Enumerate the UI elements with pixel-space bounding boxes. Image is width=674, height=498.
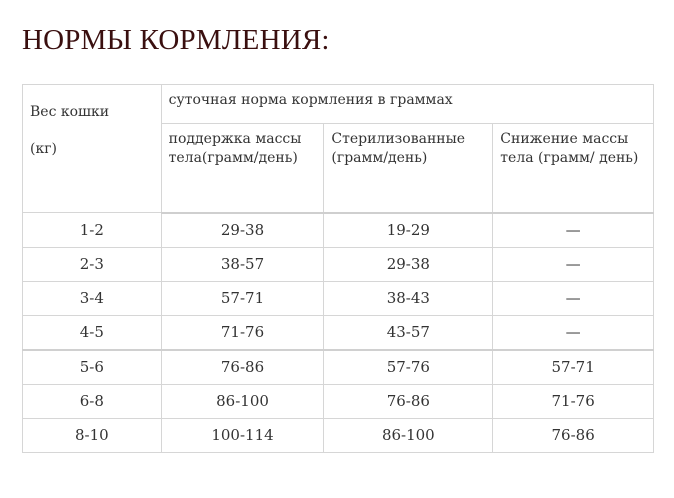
maintenance-cell: 86-100 bbox=[161, 384, 324, 418]
weight-cell: 5-6 bbox=[23, 350, 162, 385]
weight-loss-cell: — bbox=[493, 247, 654, 281]
weight-loss-cell: — bbox=[493, 213, 654, 248]
table-row bbox=[23, 247, 654, 281]
weight-cell: 1-2 bbox=[23, 213, 162, 248]
table-header bbox=[23, 85, 654, 213]
sterilized-cell: 19-29 bbox=[324, 213, 493, 248]
maintenance-cell: 57-71 bbox=[161, 281, 324, 315]
weight-cell: 8-10 bbox=[23, 418, 162, 452]
weight-cell: 4-5 bbox=[23, 315, 162, 350]
sterilized-cell: 43-57 bbox=[324, 315, 493, 350]
sterilized-header: Стерилизованные (грамм/день) bbox=[324, 124, 493, 213]
table-row bbox=[23, 281, 654, 315]
weight-loss-header: Снижение массы тела (грамм/ день) bbox=[493, 124, 654, 213]
cat-weight-header bbox=[23, 85, 162, 213]
weight-loss-cell: — bbox=[493, 281, 654, 315]
weight-loss-cell: 71-76 bbox=[493, 384, 654, 418]
table-row bbox=[23, 213, 654, 248]
maintenance-cell: 38-57 bbox=[161, 247, 324, 281]
sterilized-cell: 76-86 bbox=[324, 384, 493, 418]
sterilized-cell: 86-100 bbox=[324, 418, 493, 452]
cat-weight-header-unit: (кг) bbox=[30, 141, 58, 157]
header-row-top bbox=[23, 85, 654, 124]
maintenance-cell: 76-86 bbox=[161, 350, 324, 385]
cat-weight-header-label: Вес кошки bbox=[30, 104, 110, 120]
table-row bbox=[23, 315, 654, 350]
table-row bbox=[23, 418, 654, 452]
weight-cell: 2-3 bbox=[23, 247, 162, 281]
daily-norm-header: суточная норма кормления в граммах bbox=[161, 85, 653, 124]
maintenance-cell: 29-38 bbox=[161, 213, 324, 248]
maintenance-cell: 71-76 bbox=[161, 315, 324, 350]
sterilized-cell: 57-76 bbox=[324, 350, 493, 385]
maintenance-header: поддержка массы тела(грамм/день) bbox=[161, 124, 324, 213]
weight-cell: 3-4 bbox=[23, 281, 162, 315]
table-body bbox=[23, 213, 654, 453]
sterilized-cell: 29-38 bbox=[324, 247, 493, 281]
weight-loss-cell: 76-86 bbox=[493, 418, 654, 452]
table-row bbox=[23, 350, 654, 385]
page-title: НОРМЫ КОРМЛЕНИЯ: bbox=[22, 24, 330, 56]
table-row bbox=[23, 384, 654, 418]
weight-loss-cell: — bbox=[493, 315, 654, 350]
maintenance-cell: 100-114 bbox=[161, 418, 324, 452]
feeding-norms-table bbox=[22, 84, 654, 453]
weight-loss-cell: 57-71 bbox=[493, 350, 654, 385]
weight-cell: 6-8 bbox=[23, 384, 162, 418]
sterilized-cell: 38-43 bbox=[324, 281, 493, 315]
